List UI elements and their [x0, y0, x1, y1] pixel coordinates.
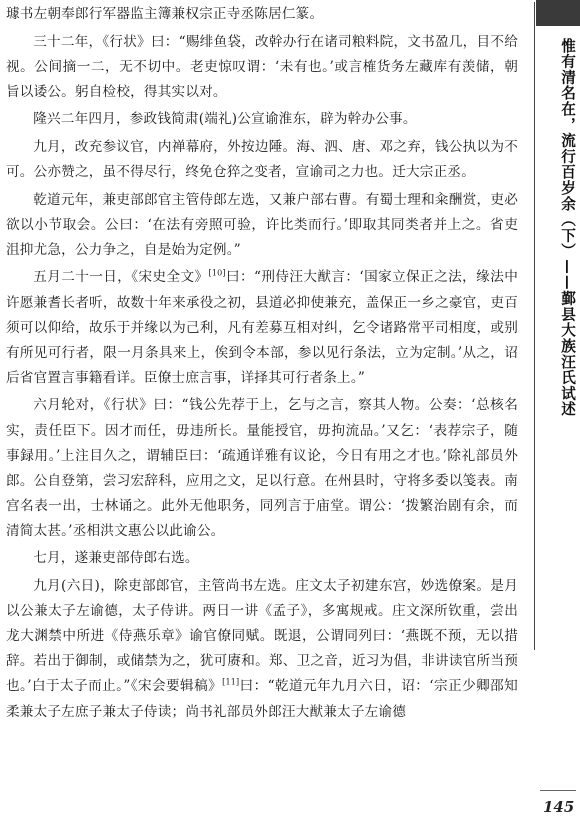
paragraph-5-body: 曰：“刑侍汪大猷言：‘国家立保正之法，缘法中许愿兼耆长者听，故数十年来承役之初，县道必抑使兼充，盖保正一乡之豪官，吏百须可以仰给，故乐于并缘以为己利，凡有差募互相对纠，乞令诸路常平司相度，或别有所见可行者，限一月条具来上，俟到令本部，参以见行条法，立为定制。’从之，诏后省官置言事籍看详。臣僚士庶言事，详择其可行者条上。” [6, 269, 518, 386]
footnote-ref-11: [11] [222, 677, 240, 687]
paragraph-8 [6, 574, 518, 725]
paragraph-8-lead: 九月(六日)，除吏部郎官，主管尚书左选。庄文太子初建东宫，妙选僚案。是月以公兼太子左谕德，太子侍讲。两日一讲《孟子》，多寓规戒。庄文深所钦重，尝出龙大渊禁中所进《侍燕乐章》谕官僚同赋。既退，公谓同列曰：‘燕既不预，无以措辞。若出于御制，或储禁为之，犹可赓和。郑、卫之音，近习为倡，非讲读官所当预也。’白于太子而止。”《宋会要辑稿》 [6, 578, 518, 695]
paragraph-1: 三十二年，《行状》曰：“赐绯鱼袋，改幹办行在诸司粮料院，文书盈几，目不给视。公间摘一二，无不切中。老吏惊叹谓：‘未有也。’或言榷货务左藏库有羡储，朝旨以诿公。躬自检校，得其实以对。 [6, 33, 518, 100]
main-text-column [6, 2, 518, 727]
paragraph-5-lead: 五月二十一日，《宋史全文》 [33, 269, 209, 286]
paragraph-2: 隆兴二年四月，参政钱简肃(端礼)公宣谕淮东，辟为幹办公事。 [33, 111, 417, 128]
paragraph-4: 乾道元年，兼吏部郎官主管侍郎左选，又兼户部右曹。有蜀士理和籴酬赏，吏必欲以小节取会。公曰：‘在法有旁照可验，许比类而行。’即取其同类者并上之。省吏沮抑尤急，公力争之，自是始为定例。” [6, 191, 518, 258]
paragraph-7: 七月，遂兼吏部侍郎右选。 [33, 550, 199, 567]
paragraph-5 [6, 265, 518, 390]
paragraph-8-body: 曰：“乾道元年九月六日，诏：‘宗正少卿邵知柔兼太子左庶子兼太子侍读；尚书礼部员外郎汪大猷兼太子左谕德 [6, 678, 518, 720]
chapter-tab-marker [536, 0, 580, 26]
margin-divider-line [534, 2, 535, 650]
footnote-ref-10: [10] [208, 268, 226, 278]
paragraph-0: 璩书左朝奉郎行军器监主簿兼权宗正寺丞陈居仁篆。 [6, 6, 324, 22]
running-title: 惟有清名在，流行百岁余（下）——鄞县大族汪氏试述 [559, 38, 576, 418]
paragraph-3: 九月，改充参议官，内禅幕府，外按边陲。海、泗、唐、邓之弃，钱公执以为不可。公亦赞之，虽不得尽行，终免仓猝之变者，宣谕司之力也。迁大宗正丞。 [6, 138, 518, 181]
page-number: 145 [543, 798, 575, 816]
paragraph-6: 六月轮对，《行状》曰：“钱公先荐于上，乞与之言，察其人物。公奏：‘总核名实，责任臣下。因才而任，毋违所长。量能授官，毋拘流品。’又乞：‘表荐宗子，随事録用。’上注目久之，谓辅臣曰：‘疏通详雅有议论，今日有用之才也。’除礼部员外郎。公自登第，尝习宏辞科，应用之文，足以行意。在州县时，守将多委以笺表。南宫名表一出，士林诵之。此外无他职务，同列言于庙堂。谓公：‘拨繁治剧有余，而清简太甚。’丞相洪文惠公以此谕公。 [6, 397, 518, 539]
page-number-rule [540, 790, 576, 791]
